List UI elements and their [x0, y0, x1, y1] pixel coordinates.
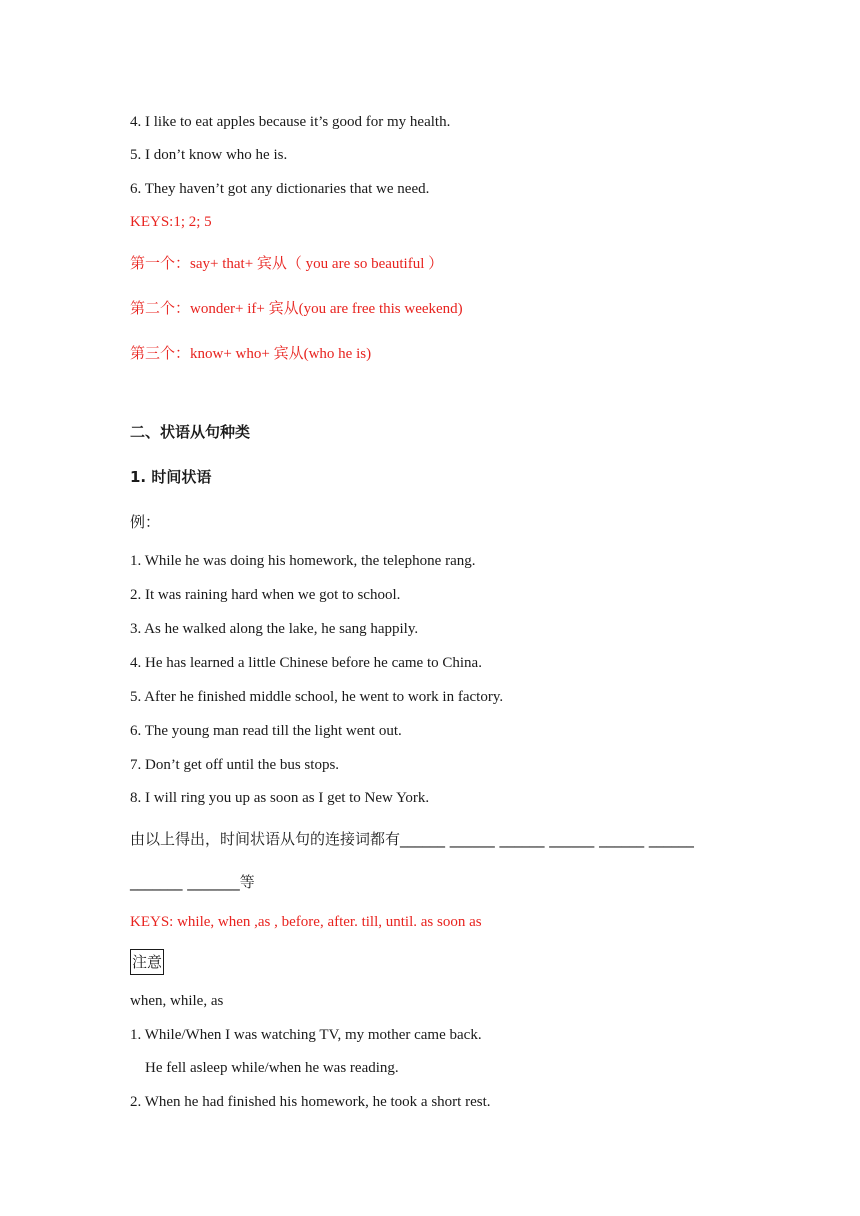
example-label: 例： [130, 513, 161, 531]
time-example-6: 6. The young man read till the light went out. [130, 723, 402, 739]
explanation-first [130, 253, 443, 274]
note-label: 注意 [130, 949, 164, 975]
explanation-second [130, 298, 463, 319]
explanation-label: 第一个： [130, 254, 191, 272]
keys-answer-2: KEYS: while, when ,as , before, after. till, until. as soon as [130, 914, 482, 930]
section-title: 二、状语从句种类 [130, 423, 251, 441]
example-sentence-6: 6. They haven’t got any dictionaries that we need. [130, 181, 430, 197]
keys-answer-1: KEYS:1; 2; 5 [130, 214, 212, 230]
time-example-4: 4. He has learned a little Chinese before he came to China. [130, 655, 482, 671]
conclusion-line-1: 由以上得出，时间状语从句的连接词都有______ ______ ______ ______ ______ ______ [130, 830, 694, 848]
note-words: when, while, as [130, 993, 224, 1009]
time-example-7: 7. Don’t get off until the bus stops. [130, 757, 340, 773]
note-example-1: 1. While/When I was watching TV, my mother came back. [130, 1027, 482, 1043]
note-example-1b: He fell asleep while/when he was reading. [145, 1060, 399, 1076]
time-example-1: 1. While he was doing his homework, the telephone rang. [130, 553, 476, 569]
time-example-2: 2. It was raining hard when we got to school. [130, 587, 401, 603]
explanation-text: say+ that+ 宾从（ you are so beautiful ） [190, 256, 444, 272]
note-example-2: 2. When he had finished his homework, he took a short rest. [130, 1094, 491, 1110]
time-example-5: 5. After he finished middle school, he went to work in factory. [130, 689, 504, 705]
subsection-title: 1. 时间状语 [130, 468, 212, 486]
explanation-third [130, 343, 371, 364]
explanation-label: 第二个： [130, 299, 191, 317]
example-sentence-4: 4. I like to eat apples because it’s good for my health. [130, 114, 451, 130]
time-example-8: 8. I will ring you up as soon as I get to New York. [130, 790, 430, 806]
conclusion-line-2: _______ _______等 [130, 873, 255, 891]
explanation-label: 第三个： [130, 344, 191, 362]
note-box [130, 949, 164, 975]
time-example-3: 3. As he walked along the lake, he sang happily. [130, 621, 419, 637]
explanation-text: wonder+ if+ 宾从(you are free this weekend) [190, 301, 463, 317]
example-sentence-5: 5. I don’t know who he is. [130, 147, 288, 163]
explanation-text: know+ who+ 宾从(who he is) [190, 346, 372, 362]
